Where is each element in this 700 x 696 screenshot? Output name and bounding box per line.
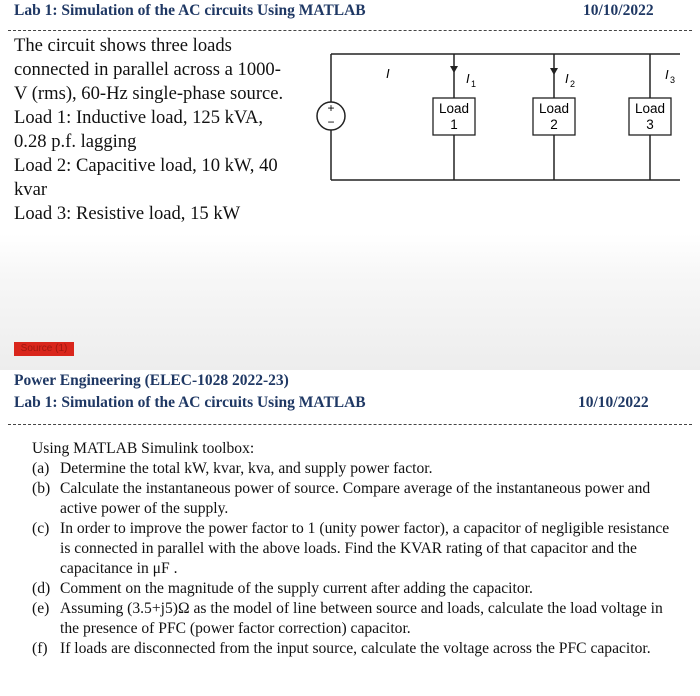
- load-1-word: Load: [438, 101, 470, 116]
- question-label: (c): [32, 520, 50, 537]
- current-2-label: I: [565, 71, 569, 86]
- question-list: [32, 459, 672, 659]
- description-line: V (rms), 60-Hz single-phase source.: [14, 83, 284, 104]
- problem-description: [14, 34, 314, 226]
- current-1-label: I: [466, 71, 470, 86]
- course-title: Power Engineering (ELEC-1028 2022-23): [14, 372, 289, 389]
- question-label: (f): [32, 640, 48, 657]
- question-label: (a): [32, 460, 50, 477]
- lab-title: Lab 1: Simulation of the AC circuits Using MATLAB: [14, 394, 366, 411]
- load-2-number: 2: [550, 117, 558, 132]
- description-line: connected in parallel across a 1000-: [14, 59, 281, 80]
- current-2-subscript: 2: [570, 79, 576, 89]
- header-date: 10/10/2022: [583, 2, 654, 19]
- page-separator: [0, 234, 700, 370]
- question-text: Assuming (3.5+j5)Ω as the model of line between source and loads, calculate the load voltage in the presence of PFC (power factor correction) capacitor.: [60, 600, 663, 637]
- description-line: Load 1: Inductive load, 125 kVA,: [14, 107, 264, 128]
- current-arrow-1-icon: [450, 66, 458, 73]
- header-divider: [8, 30, 692, 31]
- load-3-word: Load: [634, 101, 666, 116]
- question-item: [32, 479, 672, 519]
- question-text: Determine the total kW, kvar, kva, and supply power factor.: [60, 460, 433, 477]
- question-label: (b): [32, 480, 51, 497]
- current-total-label: I: [386, 66, 390, 81]
- question-item: [32, 599, 672, 639]
- description-line: kvar: [14, 179, 48, 200]
- question-label: (e): [32, 600, 50, 617]
- current-3-subscript: 3: [670, 75, 676, 85]
- source-tag: Source (1): [14, 342, 74, 356]
- circuit-diagram: [310, 40, 695, 190]
- header-title: Lab 1: Simulation of the AC circuits Using MATLAB: [14, 2, 366, 19]
- description-line: Load 2: Capacitive load, 10 kW, 40: [14, 155, 278, 176]
- question-label: (d): [32, 580, 51, 597]
- question-text: Comment on the magnitude of the supply current after adding the capacitor.: [60, 580, 533, 597]
- question-item: [32, 579, 672, 599]
- question-item: [32, 519, 672, 579]
- load-3-number: 3: [646, 117, 654, 132]
- current-3-label: I: [665, 67, 669, 82]
- questions-intro: Using MATLAB Simulink toolbox:: [32, 440, 255, 457]
- load-2-word: Load: [538, 101, 570, 116]
- current-1-subscript: 1: [471, 79, 477, 89]
- source-minus: −: [327, 115, 335, 129]
- question-item: [32, 639, 672, 659]
- current-arrow-2-icon: [550, 68, 558, 75]
- source-plus: +: [327, 101, 335, 115]
- description-line: 0.28 p.f. lagging: [14, 131, 137, 152]
- question-text: Calculate the instantaneous power of source. Compare average of the instantaneous power and active power of the supply.: [60, 480, 651, 517]
- description-line: Load 3: Resistive load, 15 kW: [14, 203, 241, 224]
- second-header-divider: [8, 424, 692, 425]
- question-item: [32, 459, 672, 479]
- question-text: In order to improve the power factor to 1 (unity power factor), a capacitor of negligible resistance is connected in parallel with the above loads. Find the KVAR rating of that capacitor and the capacitance in μF .: [60, 520, 670, 577]
- description-line: The circuit shows three loads: [14, 35, 232, 56]
- load-1-number: 1: [450, 117, 458, 132]
- lab-date: 10/10/2022: [578, 394, 649, 411]
- question-text: If loads are disconnected from the input source, calculate the voltage across the PFC capacitor.: [60, 640, 651, 657]
